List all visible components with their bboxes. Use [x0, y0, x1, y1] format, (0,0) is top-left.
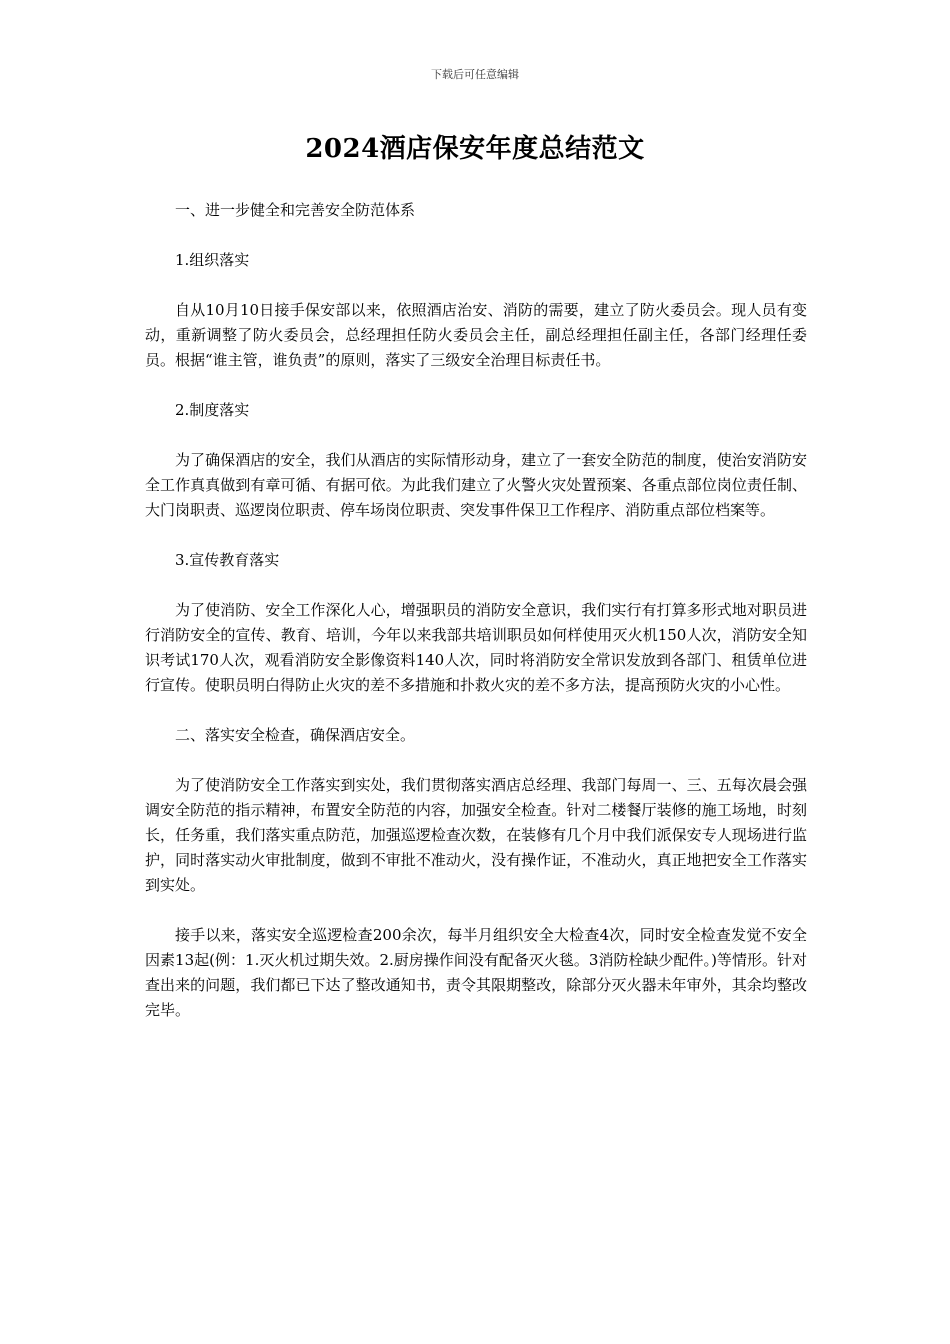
subheading-education: 3.宣传教育落实	[175, 551, 280, 569]
paragraph-results: 接手以来，落实安全巡逻检查200余次，每半月组织安全大检查4次，同时安全检查发觉不安全因素13起(例：1.灭火机过期失效。2.厨房操作间没有配备灭火毯。3消防栓缺少配件。)等情形。针对查出来的问题，我们都已下达了整改通知书，责令其限期整改，除部分灭火器未年审外，其余均整改完毕。	[145, 926, 807, 1019]
paragraph-inspection: 为了使消防安全工作落实到实处，我们贯彻落实酒店总经理、我部门每周一、三、五每次晨会强调安全防范的指示精神，布置安全防范的内容，加强安全检查。针对二楼餐厅装修的施工场地，时刻长，任务重，我们落实重点防范，加强巡逻检查次数，在装修有几个月中我们派保安专人现场进行监护，同时落实动火审批制度，做到不审批不准动火，没有操作证，不准动火，真正地把安全工作落实到实处。	[145, 776, 807, 894]
section-heading-2: 二、落实安全检查，确保酒店安全。	[175, 726, 416, 744]
subheading-system: 2.制度落实	[175, 401, 250, 419]
document-title: 2024酒店保安年度总结范文	[305, 134, 645, 164]
paragraph-education: 为了使消防、安全工作深化人心，增强职员的消防安全意识，我们实行有打算多形式地对职员进行消防安全的宣传、教育、培训，今年以来我部共培训职员如何样使用灭火机150人次，消防安全知识考试170人次，观看消防安全影像资料140人次，同时将消防安全常识发放到各部门、租赁单位进行宣传。使职员明白得防止火灾的差不多措施和扑救火灾的差不多方法，提高预防火灾的小心性。	[145, 601, 807, 694]
document-body	[145, 198, 807, 1048]
paragraph-organization: 自从10月10日接手保安部以来，依照酒店治安、消防的需要，建立了防火委员会。现人员有变动，重新调整了防火委员会，总经理担任防火委员会主任，副总经理担任副主任，各部门经理任委员。根据“谁主管，谁负责”的原则，落实了三级安全治理目标责任书。	[145, 301, 807, 369]
header-note: 下载后可任意编辑	[431, 68, 519, 81]
paragraph-system: 为了确保酒店的安全，我们从酒店的实际情形动身，建立了一套安全防范的制度，使治安消防安全工作真真做到有章可循、有据可依。为此我们建立了火警火灾处置预案、各重点部位岗位责任制、大门岗职责、巡逻岗位职责、停车场岗位职责、突发事件保卫工作程序、消防重点部位档案等。	[145, 451, 807, 519]
section-heading-1: 一、进一步健全和完善安全防范体系	[175, 201, 416, 219]
subheading-organization: 1.组织落实	[175, 251, 250, 269]
